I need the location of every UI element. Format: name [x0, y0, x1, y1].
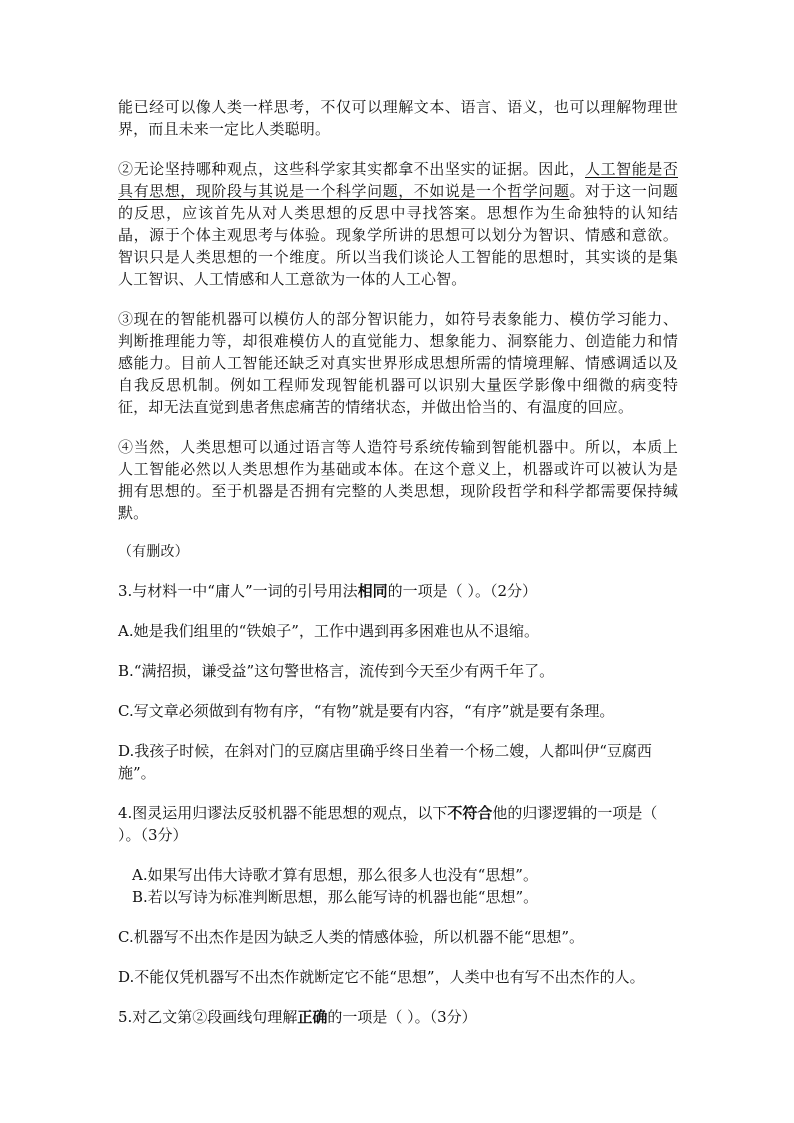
question-3-option-d: D.我孩子时候，在斜对门的豆腐店里确乎终日坐着一个杨二嫂，人都叫伊“豆腐西施”。 — [118, 742, 652, 782]
passage-paragraph-3-text: ③现在的智能机器可以模仿人的部分智识能力，如符号表象能力、模仿学习能力、判断推理能力等，却很难模仿人的直觉能力、想象能力、洞察能力、创造能力和情感能力。目前人工智能还缺乏对真实世界形成思想所需的情境理解、情感调适以及自我反思机制。例如工程师发现智能机器可以识别大量医学影像中细微的病变特征，却无法直觉到患者焦虑痛苦的情绪状态，并做出恰当的、有温度的回应。 — [118, 310, 678, 416]
question-3-option-b: B.“满招损，谦受益”这句警世格言，流传到今天至少有两千年了。 — [118, 662, 555, 680]
question-4-option-a: A.如果写出伟大诗歌才算有思想，那么很多人也没有“思想”。 — [132, 866, 538, 884]
underlined-sentence: 人工智能是否具有思想，现阶段与其说是一个科学问题，不如说是一个哲学问题 — [118, 160, 678, 200]
question-4-stem-lead: 4.图灵运用归谬法反驳机器不能思想的观点，以下 — [118, 804, 448, 822]
passage-paragraph-2-lead: ②无论坚持哪种观点，这些科学家其实都拿不出坚实的证据。因此， — [118, 160, 585, 178]
question-3-stem-tail: 的一项是（ ）。（2分） — [387, 582, 537, 600]
question-5-stem-lead: 5.对乙文第②段画线句理解 — [118, 1008, 298, 1026]
question-4-option-b: B.若以写诗为标准判断思想，那么能写诗的机器也能“思想”。 — [132, 888, 539, 906]
source-note: （有删改） — [118, 544, 189, 560]
passage-paragraph-4-text: ④当然，人类思想可以通过语言等人造符号系统传输到智能机器中。所以，本质上人工智能必然以人类思想作为基础或本体。在这个意义上，机器或许可以被认为是拥有思想的。至于机器是否拥有完整的人类思想，现阶段哲学和科学都需要保持缄默。 — [118, 438, 678, 522]
question-3-stem — [118, 580, 678, 602]
question-3-option-a: A.她是我们组里的“铁娘子”，工作中遇到再多困难也从不退缩。 — [118, 622, 539, 640]
passage-paragraph-2 — [118, 158, 678, 290]
passage-paragraph-3 — [118, 308, 678, 418]
passage-paragraph-1 — [118, 96, 678, 140]
passage-paragraph-4 — [118, 436, 678, 524]
question-5-keyword: 正确 — [297, 1008, 328, 1026]
question-4-option-c: C.机器写不出杰作是因为缺乏人类的情感体验，所以机器不能“思想”。 — [118, 928, 585, 946]
passage-paragraph-2-rest: 。对于这一问题的反思，应该首先从对人类思想的反思中寻找答案。思想作为生命独特的认知结晶，源于个体主观思考与体验。现象学所讲的思想可以划分为智识、情感和意欲。智识只是人类思想的一个维度。所以当我们谈论人工智能的思想时，其实谈的是集人工智识、人工情感和人工意欲为一体的人工心智。 — [118, 182, 678, 288]
question-5-stem — [118, 1006, 678, 1028]
question-3-keyword: 相同 — [357, 582, 388, 600]
question-3-stem-lead: 3.与材料一中“庸人”一词的引号用法 — [118, 582, 358, 600]
question-3-option-c: C.写文章必须做到有物有序，“有物”就是要有内容，“有序”就是要有条理。 — [118, 702, 615, 720]
passage-paragraph-1-text: 能已经可以像人类一样思考，不仅可以理解文本、语言、语义，也可以理解物理世界，而且未来一定比人类聪明。 — [118, 98, 678, 138]
question-4-option-d: D.不能仅凭机器写不出杰作就断定它不能“思想”，人类中也有写不出杰作的人。 — [118, 968, 645, 986]
question-4-keyword: 不符合 — [447, 804, 493, 822]
document-page — [118, 96, 678, 1028]
question-4-stem — [118, 802, 678, 846]
question-4-stem-tail: 他的归谬逻辑的一项是（ ）。（3分） — [118, 804, 658, 844]
question-5-stem-tail: 的一项是（ ）。（3分） — [327, 1008, 477, 1026]
question-4-options-ab — [118, 864, 678, 908]
